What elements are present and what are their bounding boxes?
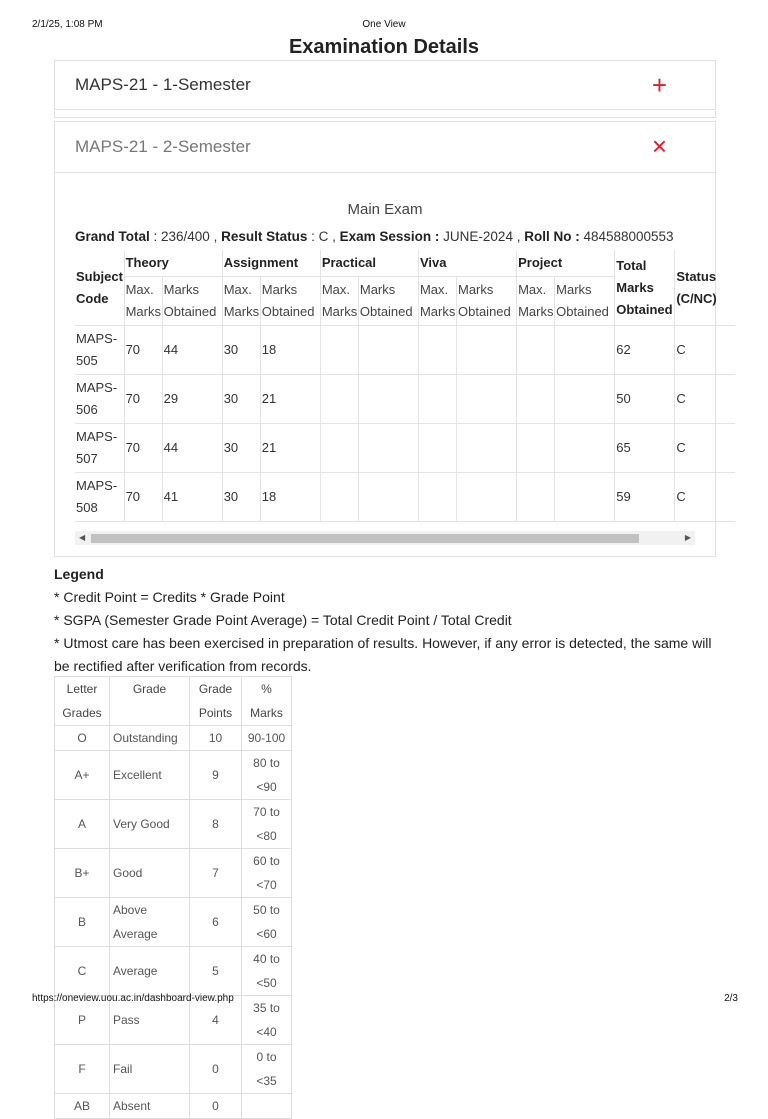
marks-table-scroll[interactable] [75,250,717,515]
grades-table [54,676,292,1119]
grade: Excellent [110,751,190,800]
exam-session-value: JUNE-2024 , [439,229,525,244]
grade-row [55,1094,292,1119]
print-header [0,19,768,33]
points: 7 [190,849,242,898]
scroll-right-icon[interactable]: ▶ [684,533,691,542]
status-header: Status (C/NC) [675,250,735,326]
total-marks: 65 [615,424,675,473]
grade-row [55,1045,292,1094]
assignment-obtained: 21 [260,375,320,424]
assignment-max: 30 [222,424,260,473]
legend-title: Legend [54,566,104,582]
percent [242,1094,292,1119]
marks-table [75,250,735,522]
percent: 60 to <70 [242,849,292,898]
theory-obtained-header: Marks Obtained [162,277,222,326]
page-title: Examination Details [288,36,480,58]
letter: F [55,1045,110,1094]
points: 4 [190,996,242,1045]
assignment-max-header: Max. Marks [222,277,260,326]
grand-total-label: Grand Total [75,229,150,244]
grand-total-value: : 236/400 , [149,229,222,244]
grade-row [55,898,292,947]
grade: Average [110,947,190,996]
roll-no-label: Roll No : [524,229,580,244]
letter: AB [55,1094,110,1119]
letter-grades-header: Letter Grades [55,677,110,726]
grade: Pass [110,996,190,1045]
viva-max-header: Max. Marks [418,277,456,326]
print-title: One View [362,19,406,30]
collapse-close-icon[interactable]: × [651,131,667,161]
theory-max-header: Max. Marks [124,277,162,326]
percent: 80 to <90 [242,751,292,800]
letter: P [55,996,110,1045]
percent: 40 to <50 [242,947,292,996]
theory-obtained: 41 [162,473,222,522]
status: C [675,473,735,522]
grade-header: Grade [110,677,190,726]
viva-header: Viva [418,250,516,277]
grade: Absent [110,1094,190,1119]
grade-points-header: Grade Points [190,677,242,726]
points: 9 [190,751,242,800]
subject-code: MAPS-505 [75,326,124,375]
scrollbar-thumb[interactable] [91,534,639,543]
grade: Fail [110,1045,190,1094]
theory-max: 70 [124,375,162,424]
theory-max: 70 [124,326,162,375]
main-exam-heading: Main Exam [347,201,423,218]
points: 8 [190,800,242,849]
semester-2-accordion [54,121,716,557]
theory-obtained: 44 [162,326,222,375]
points: 0 [190,1094,242,1119]
subject-code: MAPS-507 [75,424,124,473]
project-obtained-header: Marks Obtained [555,277,615,326]
legend-line: * Utmost care has been exercised in preparation of results. However, if any error is detected, the same will be rectified after verification from records. [54,635,712,674]
semester-2-title[interactable]: MAPS-21 - 2-Semester [75,137,251,156]
total-marks-header: Total Marks Obtained [615,250,675,326]
status: C [675,326,735,375]
points: 10 [190,726,242,751]
grade: Above Average [110,898,190,947]
result-status-value: : C , [307,229,340,244]
grade: Good [110,849,190,898]
percent: 50 to <60 [242,898,292,947]
assignment-max: 30 [222,473,260,522]
assignment-header: Assignment [222,250,320,277]
letter: O [55,726,110,751]
print-date: 2/1/25, 1:08 PM [32,19,103,30]
theory-max: 70 [124,424,162,473]
legend-line: * SGPA (Semester Grade Point Average) = Total Credit Point / Total Credit [54,612,512,628]
percent-marks-header: % Marks [242,677,292,726]
grade-row [55,947,292,996]
table-row [75,326,735,375]
scroll-left-icon[interactable]: ◀ [79,533,86,542]
semester-1-title[interactable]: MAPS-21 - 1-Semester [75,75,251,94]
theory-obtained: 44 [162,424,222,473]
assignment-obtained-header: Marks Obtained [260,277,320,326]
viva-obtained-header: Marks Obtained [457,277,517,326]
total-marks: 62 [615,326,675,375]
letter: C [55,947,110,996]
result-summary [75,229,674,244]
assignment-max: 30 [222,326,260,375]
roll-no-value: 484588000553 [579,229,674,244]
assignment-obtained: 18 [260,326,320,375]
letter: B [55,898,110,947]
grade: Outstanding [110,726,190,751]
expand-plus-icon[interactable]: + [651,70,667,100]
page-url: https://oneview.uou.ac.in/dashboard-view.php [32,993,234,1004]
letter: A [55,800,110,849]
percent: 70 to <80 [242,800,292,849]
subject-code: MAPS-508 [75,473,124,522]
table-row [75,473,735,522]
result-status-label: Result Status [221,229,308,244]
horizontal-scrollbar[interactable] [75,531,695,545]
total-marks: 50 [615,375,675,424]
project-max-header: Max. Marks [517,277,555,326]
subject-code-header: Subject Code [75,250,124,326]
table-row [75,424,735,473]
print-footer [32,993,738,1004]
exam-session-label: Exam Session : [339,229,440,244]
panel-header-divider [55,172,715,173]
assignment-obtained: 18 [260,473,320,522]
accordion-divider [54,111,716,118]
status: C [675,424,735,473]
percent: 0 to <35 [242,1045,292,1094]
letter: B+ [55,849,110,898]
subject-code: MAPS-506 [75,375,124,424]
points: 5 [190,947,242,996]
points: 0 [190,1045,242,1094]
points: 6 [190,898,242,947]
practical-header: Practical [320,250,418,277]
grade-row [55,800,292,849]
page-number: 2/3 [724,993,738,1004]
status: C [675,375,735,424]
semester-1-accordion[interactable] [54,60,716,110]
percent: 35 to <40 [242,996,292,1045]
practical-max-header: Max. Marks [320,277,358,326]
total-marks: 59 [615,473,675,522]
project-header: Project [517,250,615,277]
legend [54,563,724,678]
grade-row [55,849,292,898]
assignment-obtained: 21 [260,424,320,473]
table-row [75,375,735,424]
practical-obtained-header: Marks Obtained [358,277,418,326]
assignment-max: 30 [222,375,260,424]
legend-line: * Credit Point = Credits * Grade Point [54,589,285,605]
theory-header: Theory [124,250,222,277]
grade-row [55,751,292,800]
theory-max: 70 [124,473,162,522]
grade-row [55,726,292,751]
grade: Very Good [110,800,190,849]
letter: A+ [55,751,110,800]
percent: 90-100 [242,726,292,751]
theory-obtained: 29 [162,375,222,424]
